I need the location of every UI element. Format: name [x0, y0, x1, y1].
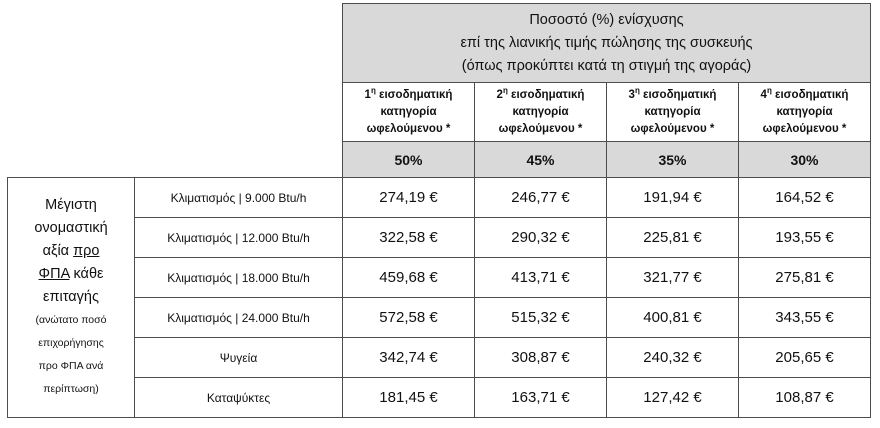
- value-cell: 572,58 €: [343, 298, 475, 338]
- header-line-1: Ποσοστό (%) ενίσχυσης: [529, 11, 684, 28]
- category-3-number: 3: [628, 88, 635, 101]
- value-cell: 163,71 €: [475, 378, 607, 418]
- category-2-percent: 45%: [475, 142, 607, 178]
- category-4-line2: κατηγορία: [776, 105, 833, 118]
- value-cell: 108,87 €: [739, 378, 871, 418]
- category-3-line2: κατηγορία: [644, 105, 701, 118]
- table-row: [8, 258, 871, 298]
- left-label-note1: (ανώτατο ποσό: [35, 314, 107, 326]
- empty-corner-2: [8, 83, 343, 142]
- value-cell: 164,52 €: [739, 178, 871, 218]
- category-3-header: [607, 83, 739, 142]
- left-label-note3: προ ΦΠΑ ανά: [38, 360, 104, 372]
- value-cell: 322,58 €: [343, 218, 475, 258]
- category-2-line1: εισοδηματική: [511, 88, 585, 101]
- value-cell: 459,68 €: [343, 258, 475, 298]
- left-label-line1: Μέγιστη: [45, 197, 97, 213]
- value-cell: 290,32 €: [475, 218, 607, 258]
- empty-corner-3: [8, 142, 343, 178]
- item-label: Κλιματισμός | 12.000 Btu/h: [135, 218, 343, 258]
- value-cell: 400,81 €: [607, 298, 739, 338]
- item-label: Καταψύκτες: [135, 378, 343, 418]
- category-1-number: 1: [364, 88, 371, 101]
- category-3-line1: εισοδηματική: [643, 88, 717, 101]
- value-cell: 413,71 €: [475, 258, 607, 298]
- left-label-line2: ονομαστική: [34, 220, 108, 236]
- category-2-header: [475, 83, 607, 142]
- category-4-line3: ωφελούμενου *: [762, 122, 847, 135]
- value-cell: 240,32 €: [607, 338, 739, 378]
- table-row: [8, 218, 871, 258]
- subsidy-table: [7, 3, 871, 418]
- value-cell: 191,94 €: [607, 178, 739, 218]
- left-label-line5: επιταγής: [43, 289, 99, 305]
- header-line-3: (όπως προκύπτει κατά τη στιγμή της αγοράς): [461, 57, 752, 74]
- category-1-line1: εισοδηματική: [379, 88, 453, 101]
- value-cell: 193,55 €: [739, 218, 871, 258]
- category-4-header: [739, 83, 871, 142]
- item-label: Κλιματισμός | 9.000 Btu/h: [135, 178, 343, 218]
- value-cell: 246,77 €: [475, 178, 607, 218]
- table-row: [8, 298, 871, 338]
- category-2-ordinal: η: [502, 85, 508, 95]
- left-label-note2: επιχορήγησης: [38, 337, 104, 349]
- value-cell: 321,77 €: [607, 258, 739, 298]
- table-row: [8, 178, 871, 218]
- category-2-number: 2: [496, 88, 503, 101]
- value-cell: 205,65 €: [739, 338, 871, 378]
- value-cell: 275,81 €: [739, 258, 871, 298]
- header-line-2: επί της λιανικής τιμής πώλησης της συσκευής: [460, 34, 753, 51]
- category-4-percent: 30%: [739, 142, 871, 178]
- category-3-percent: 35%: [607, 142, 739, 178]
- table-row: [8, 338, 871, 378]
- category-1-header: [343, 83, 475, 142]
- category-3-ordinal: η: [634, 85, 640, 95]
- category-2-line3: ωφελούμενου *: [498, 122, 583, 135]
- category-1-line2: κατηγορία: [380, 105, 437, 118]
- value-cell: 127,42 €: [607, 378, 739, 418]
- value-cell: 225,81 €: [607, 218, 739, 258]
- max-voucher-value-label: [8, 178, 135, 418]
- value-cell: 308,87 €: [475, 338, 607, 378]
- empty-corner: [8, 4, 343, 83]
- value-cell: 274,19 €: [343, 178, 475, 218]
- category-1-line3: ωφελούμενου *: [366, 122, 451, 135]
- item-label: Ψυγεία: [135, 338, 343, 378]
- category-3-line3: ωφελούμενου *: [630, 122, 715, 135]
- left-label-line4: ΦΠΑ κάθε: [38, 266, 104, 282]
- value-cell: 181,45 €: [343, 378, 475, 418]
- item-label: Κλιματισμός | 24.000 Btu/h: [135, 298, 343, 338]
- category-2-line2: κατηγορία: [512, 105, 569, 118]
- subsidy-percent-header: [343, 4, 871, 83]
- percent-row: [8, 142, 871, 178]
- category-row: [8, 83, 871, 142]
- category-4-line1: εισοδηματική: [775, 88, 849, 101]
- left-label-line3: αξία προ: [42, 243, 100, 259]
- value-cell: 515,32 €: [475, 298, 607, 338]
- value-cell: 343,55 €: [739, 298, 871, 338]
- header-title-row: [8, 4, 871, 83]
- value-cell: 342,74 €: [343, 338, 475, 378]
- category-4-ordinal: η: [766, 85, 772, 95]
- table-row: [8, 378, 871, 418]
- item-label: Κλιματισμός | 18.000 Btu/h: [135, 258, 343, 298]
- category-4-number: 4: [760, 88, 767, 101]
- left-label-note4: περίπτωση): [43, 383, 99, 395]
- category-1-percent: 50%: [343, 142, 475, 178]
- category-1-ordinal: η: [370, 85, 376, 95]
